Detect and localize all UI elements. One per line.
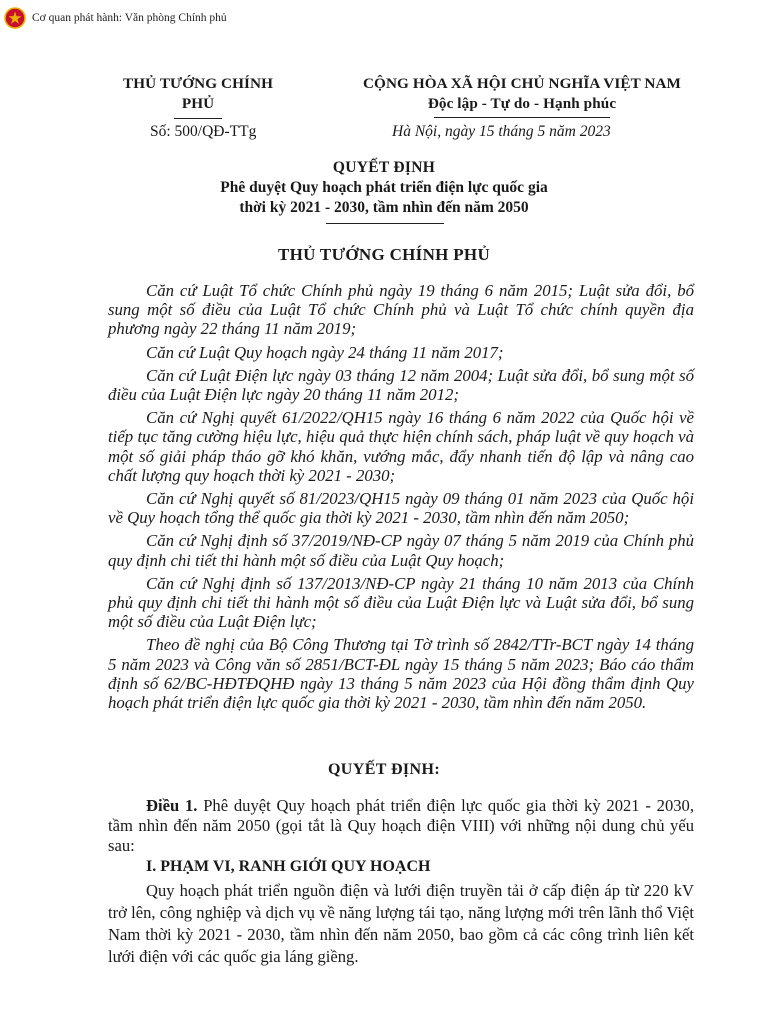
publisher-bar <box>4 6 227 30</box>
motto-underline <box>434 117 610 118</box>
document-type: QUYẾT ĐỊNH <box>332 159 436 176</box>
section-heading: I. PHẠM VI, RANH GIỚI QUY HOẠCH <box>146 858 431 875</box>
legal-basis-item: Căn cứ Luật Điện lực ngày 03 tháng 12 năm 2004; Luật sửa đổi, bổ sung một số điều của Luật Điện lực ngày 20 tháng 11 năm 2012; <box>108 365 694 405</box>
national-header <box>340 74 704 118</box>
legal-basis-item: Căn cứ Nghị định số 137/2013/NĐ-CP ngày 21 tháng 10 năm 2013 của Chính phủ quy định chi tiết thi hành một số điều của Luật Điện lực và Luật sửa đổi, bổ sung một số điều của Luật Điện lực; <box>108 573 694 632</box>
subtitle-line-2: thời kỳ 2021 - 2030, tầm nhìn đến năm 2050 <box>239 199 529 216</box>
section-body: Quy hoạch phát triển nguồn điện và lưới điện truyền tải ở cấp điện áp từ 220 kV trở lên, công nghiệp và dịch vụ về năng lượng tái tạo, năng lượng mới trên lãnh thổ Việt Nam thời kỳ 2021 - 2030, tầm nhìn đến năm 2050, bao gồm cả các công trình liên kết lưới điện với các quốc gia láng giềng. <box>108 881 694 966</box>
issuer-block <box>108 74 288 119</box>
state-emblem-icon <box>4 7 26 29</box>
document-subtitle <box>0 178 768 218</box>
issuer-underline <box>174 118 222 119</box>
publisher-label: Cơ quan phát hành: Văn phòng Chính phủ <box>32 12 227 24</box>
issuing-authority: THỦ TƯỚNG CHÍNH PHỦ <box>277 245 491 264</box>
legal-basis-item: Theo đề nghị của Bộ Công Thương tại Tờ trình số 2842/TTr-BCT ngày 14 tháng 5 năm 2023 và Công văn số 2851/BCT-ĐL ngày 15 tháng 5 năm 2023; Báo cáo thẩm định số 62/BC-HĐTĐQHĐ ngày 13 tháng 5 năm 2023 của Hội đồng thẩm định Quy hoạch phát triển điện lực quốc gia thời kỳ 2021 - 2030, tầm nhìn đến năm 2050. <box>108 635 694 713</box>
article-1 <box>108 796 694 855</box>
legal-basis-item: Căn cứ Luật Quy hoạch ngày 24 tháng 11 năm 2017; <box>146 342 504 362</box>
national-motto: Độc lập - Tự do - Hạnh phúc <box>427 95 617 112</box>
legal-basis <box>108 281 694 716</box>
document-number: Số: 500/QĐ-TTg <box>150 123 257 140</box>
legal-basis-item: Căn cứ Nghị định số 37/2019/NĐ-CP ngày 07 tháng 5 năm 2019 của Chính phủ quy định chi tiết thi hành một số điều của Luật Quy hoạch; <box>108 531 694 570</box>
subtitle-line-1: Phê duyệt Quy hoạch phát triển điện lực quốc gia <box>220 179 548 196</box>
place-and-date: Hà Nội, ngày 15 tháng 5 năm 2023 <box>392 123 611 140</box>
article-1-label: Điều 1. <box>146 796 198 815</box>
subtitle-underline <box>326 223 444 224</box>
legal-basis-item: Căn cứ Luật Tổ chức Chính phủ ngày 19 tháng 6 năm 2015; Luật sửa đổi, bổ sung một số điều của Luật Tổ chức Chính phủ và Luật Tổ chức chính quyền địa phương ngày 22 tháng 11 năm 2019; <box>108 281 694 339</box>
article-1-text: Phê duyệt Quy hoạch phát triển điện lực quốc gia thời kỳ 2021 - 2030, tầm nhìn đến năm 2050 (gọi tắt là Quy hoạch điện VIII) với những nội dung chủ yếu sau: <box>108 796 695 855</box>
country-name: CỘNG HÒA XÃ HỘI CHỦ NGHĨA VIỆT NAM <box>362 75 681 92</box>
legal-basis-item: Căn cứ Nghị quyết số 81/2023/QH15 ngày 09 tháng 01 năm 2023 của Quốc hội về Quy hoạch tổng thể quốc gia thời kỳ 2021 - 2030, tầm nhìn đến năm 2050; <box>108 489 694 528</box>
decides-heading: QUYẾT ĐỊNH: <box>327 761 441 778</box>
issuer-name: THỦ TƯỚNG CHÍNH PHỦ <box>122 75 273 112</box>
legal-basis-item: Căn cứ Nghị quyết 61/2022/QH15 ngày 16 tháng 6 năm 2022 của Quốc hội về tiếp tục tăng cường hiệu lực, hiệu quả thực hiện chính sách, pháp luật về quy hoạch và một số giải pháp tháo gỡ khó khăn, vướng mắc, đẩy nhanh tiến độ lập và nâng cao chất lượng quy hoạch thời kỳ 2021 - 2030; <box>108 408 694 485</box>
